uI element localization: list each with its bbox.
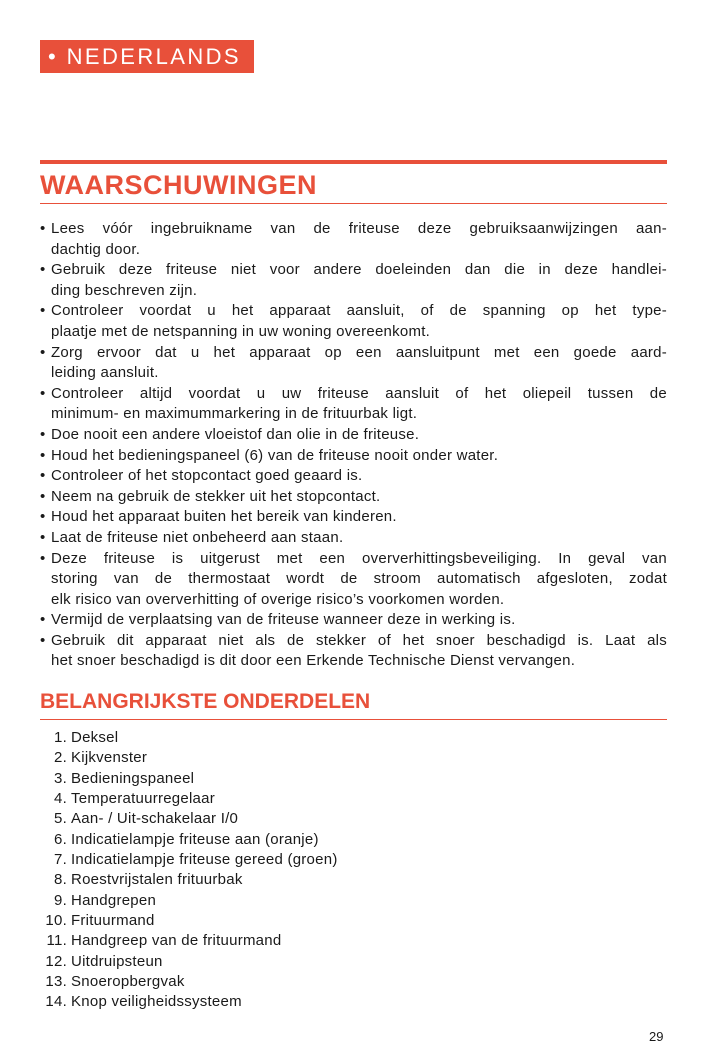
warning-item [40,260,667,301]
parts-list-item [36,728,338,748]
bullet-icon: • [40,343,46,361]
warning-text-line: Vermijd de verplaatsing van de friteuse wanneer deze in werking is. [51,611,516,629]
part-label: Bedieningspaneel [71,769,195,787]
part-label: Knop veiligheidssysteem [71,993,242,1011]
part-label: Deksel [71,729,119,746]
parts-list-item [36,809,338,829]
part-number: 12. [45,952,67,970]
bullet-icon: • [40,467,46,485]
warning-text-line: Controleer voordat u het apparaat aansluit, of de spanning op het type- [51,302,667,320]
part-number: 3. [53,769,67,787]
parts-list-item [36,891,338,911]
warning-text-line: storing van de thermostaat wordt de stroom automatisch afgesloten, zodat [51,570,667,588]
warning-text-line: dachtig door. [51,240,141,258]
part-number: 2. [53,749,67,767]
bullet-icon: • [40,508,46,526]
parts-list-item [36,992,338,1012]
part-number: 7. [53,851,67,869]
warning-text-line: elk risico van oververhitting of overige risico’s voorkomen worden. [51,590,505,608]
parts-list-item [36,972,338,992]
part-label: Frituurmand [71,912,155,930]
part-number: 5. [53,810,67,828]
warning-text-line: Gebruik dit apparaat niet als de stekker of het snoer beschadigd is. Laat als [51,631,667,649]
part-number: 4. [53,790,67,808]
warning-item [40,487,667,508]
part-number: 13. [45,973,67,991]
bullet-icon: • [40,528,46,546]
warning-item [40,549,667,611]
part-number: 8. [53,871,67,889]
warnings-heading-underline [40,203,667,204]
warnings-list [40,219,667,672]
part-number: 10. [45,912,67,930]
parts-list-item [36,748,338,768]
parts-list [36,728,338,1013]
part-label: Roestvrijstalen frituurbak [71,871,243,889]
warning-text-line: Houd het bedieningspaneel (6) van de friteuse nooit onder water. [51,446,499,464]
warning-text-line: Gebruik deze friteuse niet voor andere doeleinden dan die in deze handlei- [51,261,667,279]
warning-item [40,301,667,342]
warning-item [40,425,667,446]
parts-heading: BELANGRIJKSTE ONDERDELEN [40,690,371,713]
warning-item [40,219,667,260]
warning-text-line: leiding aansluit. [51,364,159,382]
part-label: Temperatuurregelaar [71,790,215,808]
section-divider-thick [40,160,667,164]
bullet-icon: • [40,302,46,320]
warnings-heading: WAARSCHUWINGEN [40,170,317,200]
parts-list-item [36,830,338,850]
warning-text-line: Neem na gebruik de stekker uit het stopcontact. [51,487,381,505]
part-label: Indicatielampje friteuse aan (oranje) [71,830,319,848]
warning-item [40,528,667,549]
warning-item [40,610,667,631]
warning-text-line: Houd het apparaat buiten het bereik van kinderen. [51,508,397,526]
part-label: Uitdruipsteun [71,952,163,970]
warning-item [40,446,667,467]
page-number: 29 [649,1029,664,1044]
warning-text-line: Zorg ervoor dat u het apparaat op een aansluitpunt met een goede aard- [51,343,667,361]
bullet-icon: • [40,425,46,443]
warning-text-line: Laat de friteuse niet onbeheerd aan staan. [51,528,344,546]
part-number: 9. [53,891,67,909]
part-number: 14. [45,993,67,1011]
warning-item [40,631,667,672]
part-number: 1. [53,729,67,746]
bullet-icon: • [40,487,46,505]
warning-text-line: Deze friteuse is uitgerust met een oververhittingsbeveiliging. In geval van [51,549,667,567]
parts-list-item [36,769,338,789]
warning-text-line: het snoer beschadigd is dit door een Erkende Technische Dienst vervangen. [51,652,576,670]
parts-list-item [36,850,338,870]
warning-text-line: ding beschreven zijn. [51,281,198,299]
bullet-icon: • [40,261,46,279]
part-number: 11. [46,932,67,950]
bullet-icon: • [40,611,46,629]
warning-item [40,384,667,425]
part-label: Aan- / Uit-schakelaar I/0 [71,810,239,828]
warning-item [40,466,667,487]
warning-item [40,343,667,384]
warning-text-line: plaatje met de netspanning in uw woning overeenkomt. [51,322,431,340]
bullet-icon: • [40,631,46,649]
part-number: 6. [53,830,67,848]
warning-text-line: Controleer of het stopcontact goed geaard is. [51,467,363,485]
warning-text-line: Doe nooit een andere vloeistof dan olie in de friteuse. [51,425,420,443]
part-label: Kijkvenster [71,749,148,767]
parts-list-item [36,931,338,951]
warning-text-line: Lees vóór ingebruikname van de friteuse deze gebruiksaanwijzingen aan- [51,220,667,237]
parts-list-item [36,789,338,809]
part-label: Indicatielampje friteuse gereed (groen) [71,851,338,869]
parts-list-item [36,911,338,931]
part-label: Snoeropbergvak [71,973,185,991]
parts-list-item [36,952,338,972]
part-label: Handgreep van de frituurmand [71,932,282,950]
warning-item [40,507,667,528]
warning-text-line: Controleer altijd voordat u uw friteuse aansluit of het oliepeil tussen de [51,384,667,402]
parts-list-item [36,870,338,890]
part-label: Handgrepen [71,891,157,909]
bullet-icon: • [40,446,46,464]
warning-text-line: minimum- en maximummarkering in de frituurbak ligt. [51,405,418,423]
language-label: • NEDERLANDS [40,40,254,73]
parts-heading-underline [40,719,667,720]
bullet-icon: • [40,384,46,402]
bullet-icon: • [40,220,46,237]
bullet-icon: • [40,549,46,567]
